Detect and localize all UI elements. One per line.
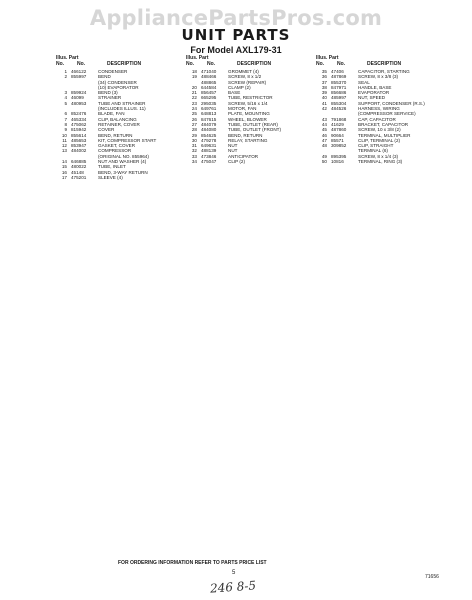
illus-number: 5 xyxy=(64,100,67,106)
part-description: CLIP, BALANCING xyxy=(98,116,137,122)
illus-number: 43 xyxy=(321,116,327,122)
illus-part-header: Illus. Part xyxy=(316,55,339,61)
parts-list xyxy=(53,69,181,180)
part-number: 46099 xyxy=(71,95,84,101)
illus-part-header: Illus. Part xyxy=(186,55,209,61)
illus-number: 24 xyxy=(191,106,197,112)
illus-number: 22 xyxy=(191,95,197,101)
no-header: No. xyxy=(56,61,65,67)
part-number: 465334 xyxy=(71,116,87,122)
part-description: MOTOR, FAN xyxy=(228,106,257,112)
column-header xyxy=(183,56,311,69)
parts-column-1 xyxy=(53,56,181,180)
illus-number: 21 xyxy=(191,90,197,96)
part-description: SCREW, 8 x 3/8 (3) xyxy=(358,74,399,80)
no-header: No. xyxy=(186,61,195,67)
part-number: 487860 xyxy=(331,127,347,133)
illus-number: 30 xyxy=(191,137,197,143)
part-number: 471040 xyxy=(201,69,217,74)
part-description: ANTICIPATOR xyxy=(228,153,259,159)
illus-number: 27 xyxy=(191,121,197,127)
part-number: 853947 xyxy=(71,143,87,149)
illus-number: 19 xyxy=(191,74,197,80)
part-description: CAPACITOR, STARTING xyxy=(358,69,410,74)
part-description: SCREW (REPAIR) xyxy=(228,79,267,85)
part-number: 484526 xyxy=(331,106,347,112)
part-number: 855370 xyxy=(331,79,347,85)
part-description: CAP, CAPACITOR xyxy=(358,116,396,122)
model-subtitle: For Model AXL179-31 xyxy=(190,45,282,55)
part-number: 488139 xyxy=(201,148,217,154)
part-description: (ORIGINAL NO. 855964) xyxy=(98,153,149,159)
part-description: (10) EVAPORATOR xyxy=(98,84,139,90)
illus-number: 41 xyxy=(321,100,327,106)
part-description: BLADE, FAN xyxy=(98,111,125,117)
illus-number: 37 xyxy=(321,79,327,85)
illus-number: 6 xyxy=(64,111,67,117)
illus-number: 11 xyxy=(62,137,67,143)
illus-number: 46 xyxy=(321,132,327,138)
part-number: 475062 xyxy=(71,121,87,127)
part-number: 488865 xyxy=(201,79,217,85)
part-description: RETAINER, COVER xyxy=(98,121,140,127)
illus-number: 32 xyxy=(191,148,197,154)
illus-number: 31 xyxy=(191,143,197,149)
illus-number: 35 xyxy=(321,69,327,74)
part-description: GROMMET (4) xyxy=(228,69,259,74)
column-header xyxy=(53,56,181,69)
illus-number: 40 xyxy=(321,95,327,101)
part-description: SCREW, 10 x 3/8 (2) xyxy=(358,127,401,133)
part-number: 480953 xyxy=(71,100,87,106)
part-number: 847971 xyxy=(331,84,347,90)
illus-number: 48 xyxy=(321,143,327,149)
illus-number: 8 xyxy=(64,121,67,127)
page-number: 5 xyxy=(232,570,236,576)
parts-list xyxy=(183,69,311,164)
parts-column-3 xyxy=(313,56,441,164)
illus-number: 36 xyxy=(321,74,327,80)
part-number: 466122 xyxy=(71,69,87,74)
illus-number: 18 xyxy=(191,69,197,74)
part-number: 644584 xyxy=(201,84,217,90)
part-number: 475047 xyxy=(201,159,217,165)
illus-number: 2 xyxy=(64,74,67,80)
description-header: DESCRIPTION xyxy=(367,61,402,67)
part-description: CONDENSER xyxy=(98,69,128,74)
part-description: HANDLE, BASE xyxy=(358,84,392,90)
part-description: TUBE, INLET xyxy=(98,164,126,170)
part-description: EVAPORATOR xyxy=(358,90,390,96)
part-description: TERMINAL, RING (3) xyxy=(358,159,403,165)
part-number: 41629 xyxy=(331,121,344,127)
part-number: 847615 xyxy=(201,116,217,122)
part-description: (34) CONDENSER xyxy=(98,79,137,85)
part-number: 852476 xyxy=(71,111,87,117)
part-description: TUBE, OUTLET (REAR) xyxy=(228,121,278,127)
part-description: CLIP, TERMINAL (2) xyxy=(358,137,401,143)
part-description: COMPRESSOR xyxy=(98,148,132,154)
part-no-header: No. xyxy=(337,61,346,67)
part-description: SCREW, 5/16 x 1/4 xyxy=(228,100,268,106)
illus-number: 20 xyxy=(191,84,197,90)
part-number: 487869 xyxy=(331,74,347,80)
part-number: 90664 xyxy=(331,132,344,138)
page-title: UNIT PARTS xyxy=(181,26,291,44)
illus-number: 42 xyxy=(321,106,327,112)
part-no-header: No. xyxy=(77,61,86,67)
table-row xyxy=(53,175,181,180)
part-number: 484002 xyxy=(71,148,87,154)
part-number: 488466 xyxy=(201,74,217,80)
part-description: CLIP, STRAIGHT xyxy=(358,143,394,149)
part-description: TUBE, RESTRICTOR xyxy=(228,95,273,101)
part-description: SCREW, 8 x 1/2 xyxy=(228,74,262,80)
part-no-header: No. xyxy=(207,61,216,67)
part-number: 309852 xyxy=(331,143,347,149)
illus-number: 23 xyxy=(191,100,197,106)
part-description: BEND, RETURN xyxy=(98,132,133,138)
part-number: 648813 xyxy=(201,111,217,117)
handwritten-signature: 246 8-5 xyxy=(209,578,257,596)
no-header: No. xyxy=(316,61,325,67)
part-description: CLIP (2) xyxy=(228,159,246,165)
part-number: 473846 xyxy=(201,153,217,159)
illus-number: 13 xyxy=(61,148,67,154)
part-description: (INCLUDES ILLUS. 11) xyxy=(98,106,146,112)
illus-number: 25 xyxy=(191,111,197,117)
part-number: 856686 xyxy=(331,90,347,96)
part-description: TERMINAL, MULTIPLIER xyxy=(358,132,411,138)
part-description: RELAY, STARTING xyxy=(228,137,268,143)
part-number: 855997 xyxy=(71,74,87,80)
part-description: WHEEL, BLOWER xyxy=(228,116,267,122)
part-description: BEND (3) xyxy=(98,90,118,96)
description-header: DESCRIPTION xyxy=(237,61,272,67)
illus-number: 38 xyxy=(321,84,327,90)
illus-number: 45 xyxy=(321,127,327,133)
part-description: BEND, 3-WAY RETURN xyxy=(98,169,148,175)
illus-number: 14 xyxy=(61,159,67,165)
part-number: 855614 xyxy=(71,132,87,138)
illus-number: 4 xyxy=(64,95,67,101)
part-number: 484079 xyxy=(201,121,217,127)
illus-number: 33 xyxy=(191,153,197,159)
illus-number: 17 xyxy=(61,174,67,180)
part-description: TUBE AND STRAINER xyxy=(98,100,146,106)
part-description: GASKET, COVER xyxy=(98,143,136,149)
part-number: 47406 xyxy=(331,69,344,74)
part-number: 859924 xyxy=(71,90,87,96)
part-number: 895395 xyxy=(331,153,347,159)
column-header xyxy=(313,56,441,69)
part-description: (COMPRESSOR SERVICE) xyxy=(358,111,416,117)
parts-column-2 xyxy=(183,56,311,164)
part-description: SLEEVE (4) xyxy=(98,174,123,180)
part-description: TERMINAL (6) xyxy=(358,148,388,154)
part-description: SUPPORT, CONDENSER (R.S.) xyxy=(358,100,425,106)
part-number: 480022 xyxy=(71,164,87,170)
part-description: HARNESS, WIRING xyxy=(358,106,400,112)
part-number: 854625 xyxy=(201,132,217,138)
part-description: CLAMP (2) xyxy=(228,84,251,90)
part-description: PLATE, MOUNTING xyxy=(228,111,270,117)
part-number: 815942 xyxy=(71,127,87,133)
illus-number: 7 xyxy=(64,116,67,122)
part-number: 10816 xyxy=(331,159,344,165)
part-description: BASE xyxy=(228,90,241,96)
illus-number: 12 xyxy=(61,143,67,149)
part-number: 665295 xyxy=(201,95,217,101)
part-description: SCREW, 8 x 1/4 (3) xyxy=(358,153,399,159)
illus-number: 16 xyxy=(61,169,67,175)
part-description: STRAINER xyxy=(98,95,122,101)
part-number: 856457 xyxy=(201,90,217,96)
part-number: 646885 xyxy=(71,159,87,165)
illus-number: 26 xyxy=(191,116,197,122)
illus-number: 49 xyxy=(321,153,327,159)
illus-number: 10 xyxy=(61,132,67,138)
illus-number: 34 xyxy=(191,159,197,165)
description-header: DESCRIPTION xyxy=(107,61,142,67)
illus-part-header: Illus. Part xyxy=(56,55,79,61)
part-description: NUT, SPEED xyxy=(358,95,386,101)
illus-number: 29 xyxy=(191,132,197,138)
watermark: AppliancePartsPros.com xyxy=(89,6,383,30)
illus-number: 1 xyxy=(64,69,67,74)
part-number: 791868 xyxy=(331,116,347,122)
part-description: BEND xyxy=(98,74,111,80)
part-number: 85571 xyxy=(331,137,344,143)
table-row xyxy=(313,159,441,164)
part-description: BRACKET, CAPACITOR xyxy=(358,121,409,127)
part-number: 855304 xyxy=(331,100,347,106)
table-row xyxy=(183,159,311,164)
document-code: 71656 xyxy=(425,574,439,580)
illus-number: 39 xyxy=(321,90,327,96)
part-description: NUT xyxy=(228,148,238,154)
part-number: 295035 xyxy=(201,100,217,106)
part-number: 485653 xyxy=(71,137,87,143)
part-description: NUT AND WASHER (4) xyxy=(98,159,147,165)
part-number: 649631 xyxy=(201,143,217,149)
part-description: NUT xyxy=(228,143,238,149)
illus-number: 9 xyxy=(64,127,67,133)
part-description: BEND, RETURN xyxy=(228,132,263,138)
illus-number: 50 xyxy=(321,159,327,165)
illus-number: 28 xyxy=(191,127,197,133)
part-description: SEAL xyxy=(358,79,370,85)
part-number: 479278 xyxy=(201,137,217,143)
part-description: TUBE, OUTLET (FRONT) xyxy=(228,127,281,133)
part-number: 485997 xyxy=(331,95,347,101)
part-number: 484080 xyxy=(201,127,217,133)
part-number: 45148 xyxy=(71,169,84,175)
illus-number: 47 xyxy=(321,137,327,143)
part-description: COVER xyxy=(98,127,115,133)
ordering-note: FOR ORDERING INFORMATION REFER TO PARTS PRICE LIST xyxy=(118,560,267,566)
illus-number: 3 xyxy=(64,90,67,96)
part-number: 649761 xyxy=(201,106,217,112)
illus-number: 15 xyxy=(61,164,67,170)
part-description: KIT, COMPRESSOR START xyxy=(98,137,157,143)
part-number: 475201 xyxy=(71,174,87,180)
illus-number: 44 xyxy=(321,121,327,127)
parts-list xyxy=(313,69,441,164)
